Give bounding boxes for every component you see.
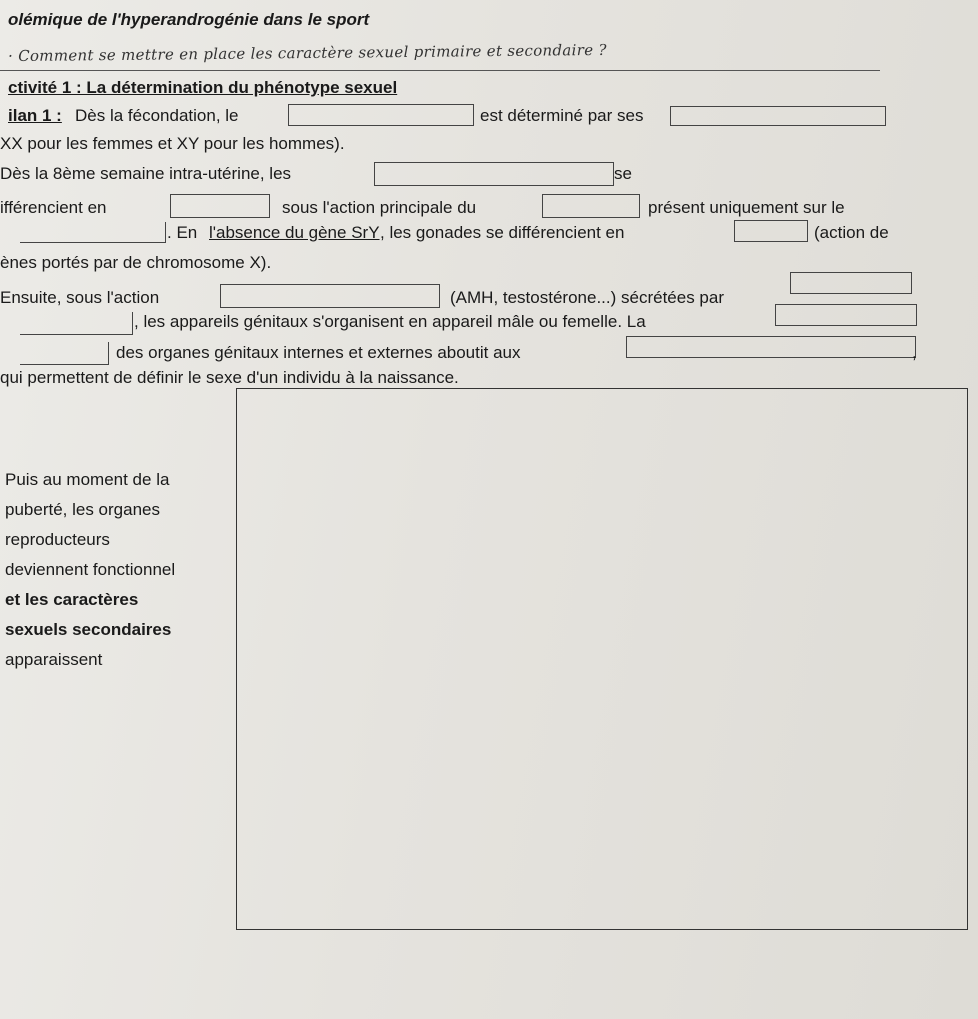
answer-box-4[interactable] <box>170 194 270 218</box>
answer-box-8[interactable] <box>220 284 440 308</box>
puberty-text <box>5 465 175 675</box>
activity-title: ctivité 1 : La détermination du phénotype sexuel <box>8 78 398 97</box>
answer-box-9[interactable] <box>790 272 912 294</box>
answer-box-12[interactable] <box>20 342 109 365</box>
bilan-line9a: des organes génitaux internes et externes aboutit aux <box>116 343 521 362</box>
answer-box-7[interactable] <box>734 220 808 242</box>
bilan-line7a: Ensuite, sous l'action <box>0 288 160 307</box>
bilan-line8a: , les appareils génitaux s'organisent en appareil mâle ou femelle. La <box>134 312 646 331</box>
puberty-line: reproducteurs <box>5 530 110 549</box>
puberty-line: et les caractères <box>5 590 139 609</box>
bilan-line7b: (AMH, testostérone...) sécrétées par <box>450 288 724 307</box>
bilan-line1b: est déterminé par ses <box>480 106 644 125</box>
bilan-line1a: Dès la fécondation, le <box>75 106 239 125</box>
answer-box-1[interactable] <box>288 104 474 126</box>
bilan-line4a: ifférencient en <box>0 198 107 217</box>
bilan-label: ilan 1 : <box>8 106 62 125</box>
drawing-area[interactable] <box>236 388 968 930</box>
bilan-line5a: . En <box>167 223 198 242</box>
puberty-line: sexuels secondaires <box>5 620 172 639</box>
bilan-line5-underlined: l'absence du gène SrY <box>209 223 380 242</box>
bilan-line10: qui permettent de définir le sexe d'un individu à la naissance. <box>0 368 459 387</box>
answer-box-2[interactable] <box>670 106 886 126</box>
puberty-line: puberté, les organes <box>5 500 160 519</box>
answer-box-5[interactable] <box>542 194 640 218</box>
answer-box-10[interactable] <box>20 312 133 335</box>
bilan-line2: XX pour les femmes et XY pour les hommes). <box>0 134 345 153</box>
bilan-line4b: sous l'action principale du <box>282 198 477 217</box>
bilan-line9b: , <box>912 343 917 362</box>
bilan-line5c: (action de <box>814 223 889 242</box>
answer-box-6[interactable] <box>20 222 166 243</box>
bilan-line6: ènes portés par de chromosome X). <box>0 253 272 272</box>
puberty-line: Puis au moment de la <box>5 470 170 489</box>
page-title: olémique de l'hyperandrogénie dans le sport <box>8 10 370 29</box>
answer-box-13[interactable] <box>626 336 916 358</box>
answer-box-3[interactable] <box>374 162 614 186</box>
answer-box-11[interactable] <box>775 304 917 326</box>
handwritten-question: · Comment se mettre en place les caractère sexuel primaire et secondaire ? <box>7 40 607 66</box>
bilan-line3a: Dès la 8ème semaine intra-utérine, les <box>0 164 292 183</box>
title-rule <box>0 70 880 71</box>
bilan-line3b: se <box>614 164 632 183</box>
bilan-line4c: présent uniquement sur le <box>648 198 845 217</box>
bilan-line5b: , les gonades se différencient en <box>380 223 625 242</box>
puberty-line: deviennent fonctionnel <box>5 560 176 579</box>
puberty-line: apparaissent <box>5 650 103 669</box>
